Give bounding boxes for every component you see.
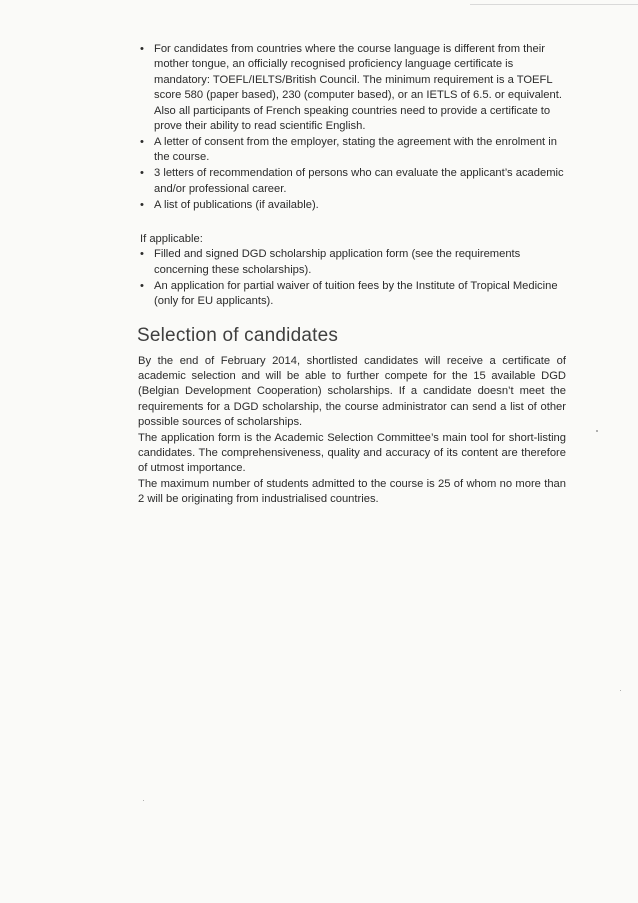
list-item <box>138 42 566 134</box>
bullet-icon: • <box>140 198 144 211</box>
list-item <box>138 198 566 213</box>
list-item <box>138 166 566 197</box>
scan-edge-line <box>470 4 638 5</box>
selection-paragraph: By the end of February 2014, shortlisted candidates will receive a certificate of academic selection and will be able to further compete for the 15 available DGD (Belgian Development Cooperation) scholarships. If a candidate doesn’t meet the requirements for a DGD scholarship, the course administrator can send a list of other possible sources of scholarships. <box>138 354 566 429</box>
requirements-list <box>138 42 566 213</box>
scan-speck <box>596 430 598 432</box>
selection-paragraph: The maximum number of students admitted to the course is 25 of whom no more than 2 will be originating from industrialised countries. <box>138 477 566 506</box>
list-item-text: A list of publications (if available). <box>154 198 319 211</box>
list-item <box>138 279 566 310</box>
list-item <box>138 247 566 278</box>
bullet-icon: • <box>140 279 144 292</box>
bullet-icon: • <box>140 248 144 261</box>
list-item <box>138 135 566 166</box>
list-item-text: An application for partial waiver of tuition fees by the Institute of Tropical Medicine (only for EU applicants). <box>154 279 558 308</box>
scan-speck <box>620 690 621 691</box>
list-item-text: 3 letters of recommendation of persons who can evaluate the applicant’s academic and/or professional career. <box>154 167 564 195</box>
section-heading: Selection of candidates <box>137 324 339 346</box>
if-applicable-label: If applicable: <box>140 232 203 245</box>
page-content <box>138 42 566 508</box>
bullet-icon: • <box>140 167 144 180</box>
list-item-text: A letter of consent from the employer, stating the agreement with the enrolment in the course. <box>154 135 557 164</box>
selection-paragraph: The application form is the Academic Selection Committee’s main tool for short-listing candidates. The comprehensiveness, quality and accuracy of its content are therefore of utmost importance. <box>138 431 566 475</box>
list-item-text: Filled and signed DGD scholarship application form (see the requirements concerning these scholarships). <box>154 248 521 276</box>
list-item-text: For candidates from countries where the course language is different from their mother tongue, an officially recognised proficiency language certificate is mandatory: TOEFL/IELTS/British Council. The minimum requirement is a TOEFL score 580 (paper based), 230 (computer based), or an IETLS of 6.5. or equivalent. Also all participants of French speaking countries need to provide a certificate to prove their ability to read scientific English. <box>154 43 562 133</box>
bullet-icon: • <box>140 135 144 148</box>
optional-requirements-list <box>138 247 566 309</box>
bullet-icon: • <box>140 43 144 55</box>
scan-speck <box>143 800 144 801</box>
